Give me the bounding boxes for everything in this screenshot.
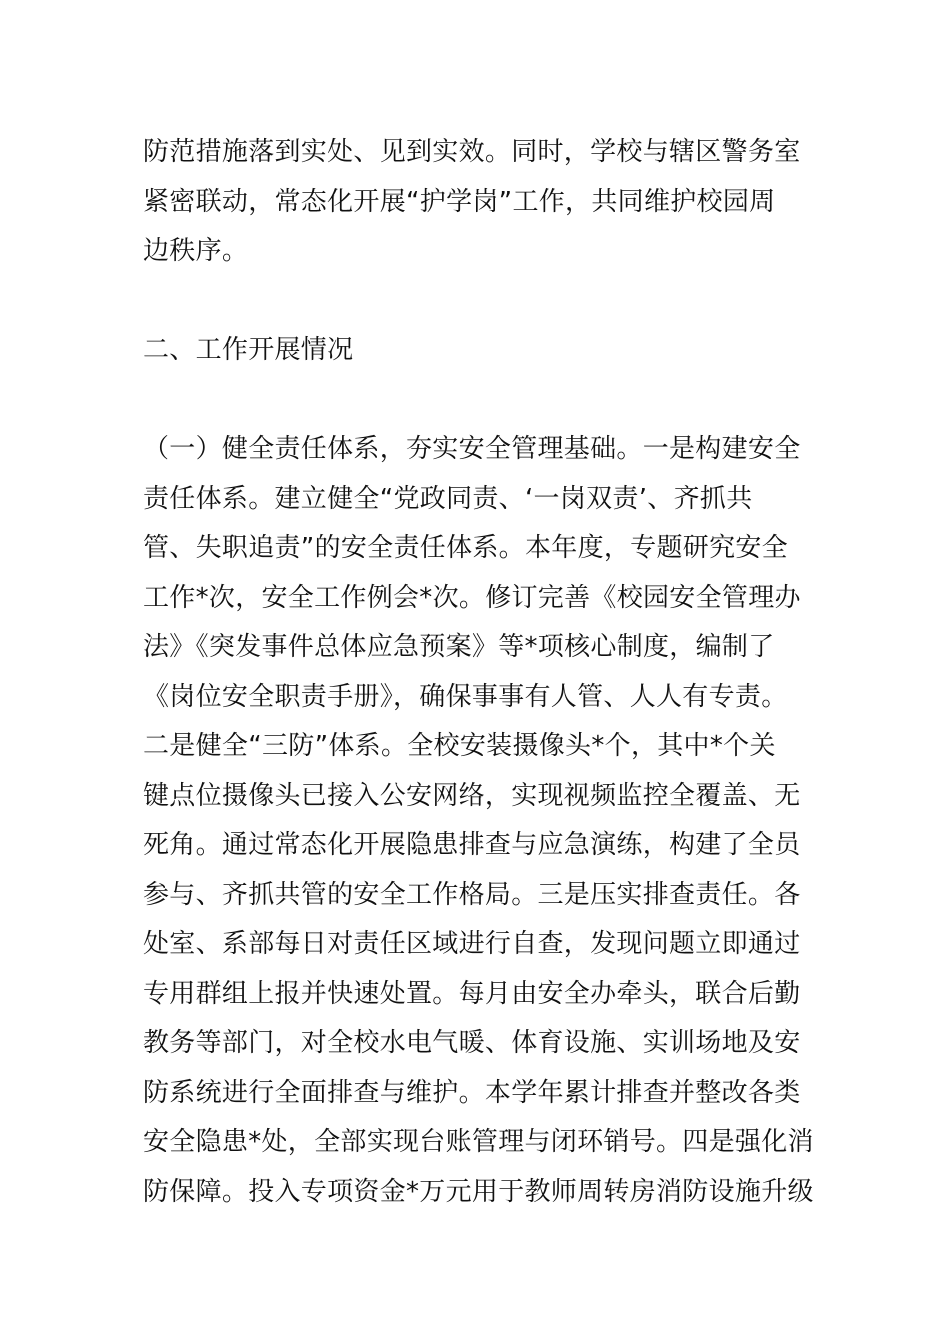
paragraph-line: 专用群组上报并快速处置。每月由安全办牵头，联合后勤 xyxy=(143,978,801,1009)
paragraph-line: 责任体系。建立健全“党政同责、‘一岗双责’、齐抓共 xyxy=(143,483,753,514)
paragraph-line: 防范措施落到实处、见到实效。同时，学校与辖区警务室 xyxy=(143,137,801,167)
paragraph-line: 防系统进行全面排查与维护。本学年累计排查并整改各类 xyxy=(143,1077,801,1108)
paragraph-line: （一）健全责任体系，夯实安全管理基础。一是构建安全 xyxy=(143,434,801,464)
paragraph-line: 《岗位安全职责手册》，确保事事有人管、人人有专责。 xyxy=(143,681,788,712)
section-heading-block xyxy=(143,326,813,376)
paragraph-line: 工作*次，安全工作例会*次。修订完善《校园安全管理办 xyxy=(143,582,801,613)
paragraph-line: 教务等部门，对全校水电气暖、体育设施、实训场地及安 xyxy=(143,1028,801,1058)
paragraph-line: 边秩序。 xyxy=(143,236,249,266)
paragraph-line: 防保障。投入专项资金*万元用于教师周转房消防设施升级 xyxy=(143,1176,814,1207)
paragraph-line: 安全隐患*处，全部实现台账管理与闭环销号。四是强化消 xyxy=(143,1127,814,1157)
paragraph-line: 键点位摄像头已接入公安网络，实现视频监控全覆盖、无 xyxy=(143,780,801,811)
paragraph-line: 死角。通过常态化开展隐患排查与应急演练，构建了全员 xyxy=(143,830,801,860)
section-heading: 二、工作开展情况 xyxy=(143,335,354,365)
paragraph-1 xyxy=(143,128,813,277)
paragraph-line: 二是健全“三防”体系。全校安装摄像头*个，其中*个关 xyxy=(143,731,776,761)
paragraph-line: 参与、齐抓共管的安全工作格局。三是压实排查责任。各 xyxy=(143,879,801,910)
paragraph-line: 紧密联动，常态化开展“护学岗”工作，共同维护校园周 xyxy=(143,186,776,217)
paragraph-line: 管、失职追责”的安全责任体系。本年度，专题研究安全 xyxy=(143,533,788,563)
paragraph-line: 处室、系部每日对责任区域进行自查，发现问题立即通过 xyxy=(143,929,801,959)
paragraph-2 xyxy=(143,425,813,1217)
paragraph-line: 法》《突发事件总体应急预案》等*项核心制度，编制了 xyxy=(143,632,775,662)
